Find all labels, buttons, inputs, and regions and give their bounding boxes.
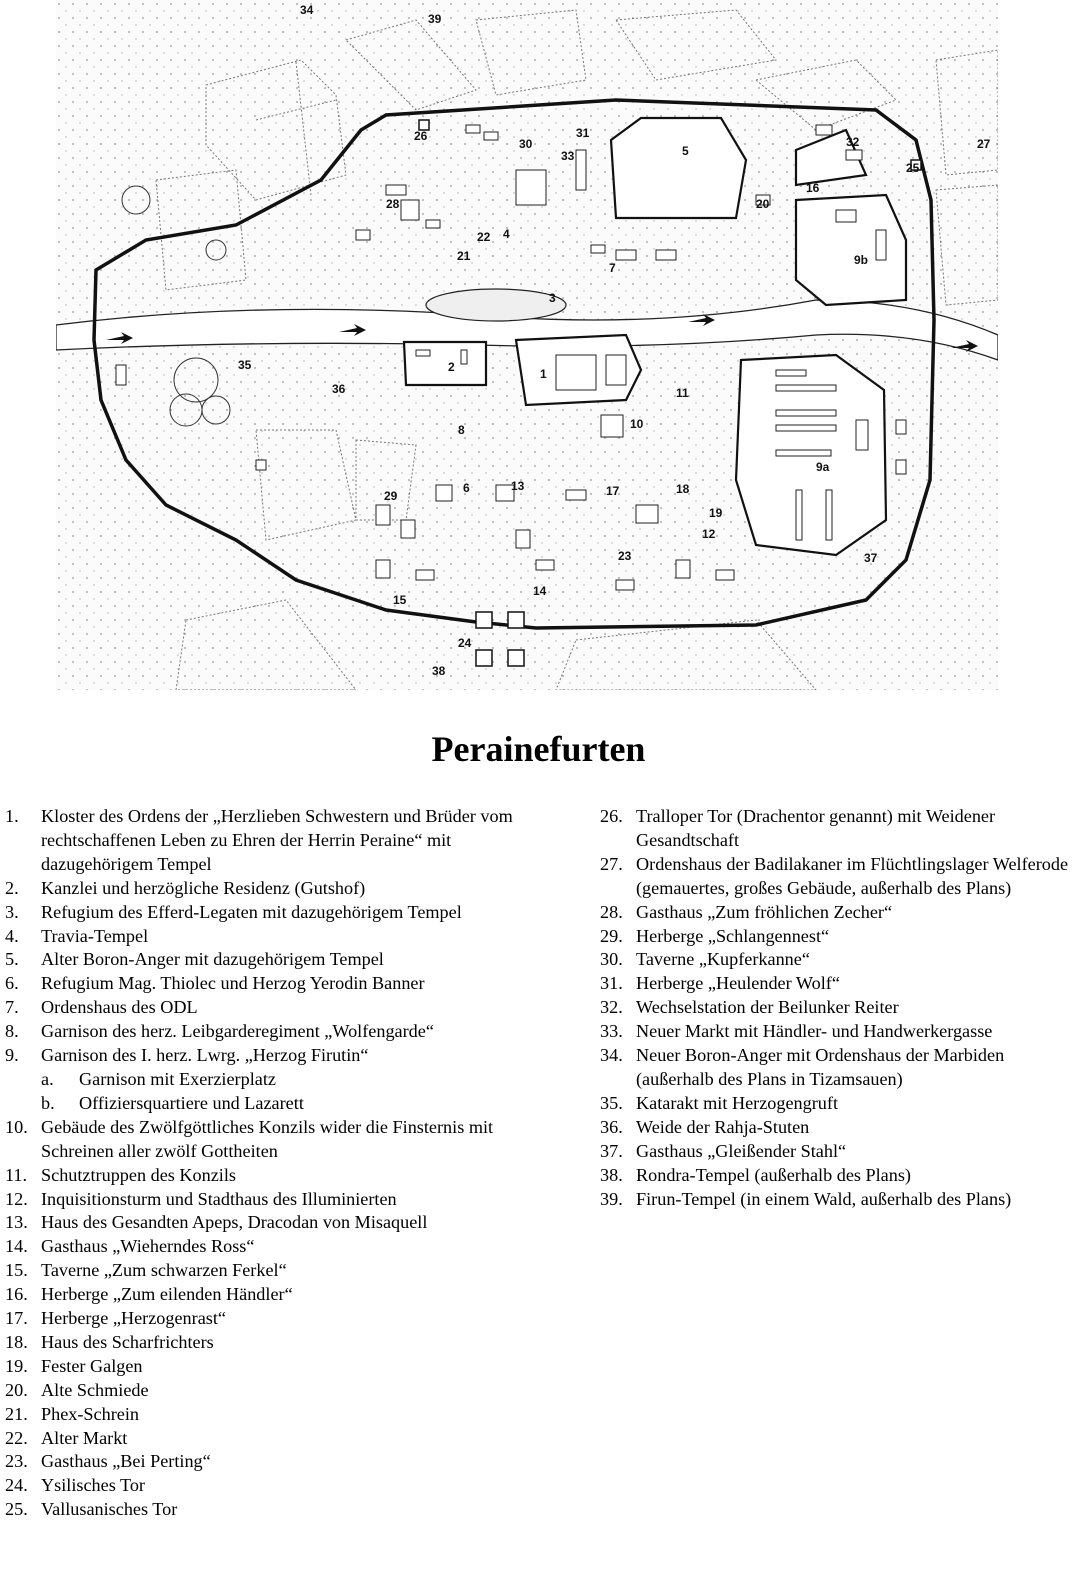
legend-number: 28. — [600, 901, 623, 922]
legend-sub-text: Offiziersquartiere und Lazarett — [79, 1092, 304, 1113]
legend-entry — [600, 948, 1077, 972]
map-marker-label: 12 — [702, 527, 716, 541]
legend-number: 8. — [5, 1021, 19, 1042]
legend-text: Garnison des I. herz. Lwrg. „Herzog Firutin“ — [41, 1045, 369, 1066]
map-marker-label: 4 — [503, 227, 510, 241]
legend-number: 21. — [5, 1403, 28, 1424]
legend-number: 33. — [600, 1021, 623, 1042]
legend-entry — [600, 972, 1077, 996]
legend-entry — [5, 1116, 550, 1164]
legend-text: Tralloper Tor (Drachentor genannt) mit Weidener Gesandtschaft — [636, 806, 996, 850]
legend-number: 25. — [5, 1499, 28, 1520]
legend-text: Phex-Schrein — [41, 1403, 139, 1424]
legend-text: Gasthaus „Zum fröhlichen Zecher“ — [636, 901, 893, 922]
map-marker-label: 36 — [332, 382, 346, 396]
legend-number: 35. — [600, 1092, 623, 1113]
legend-entry — [5, 1307, 550, 1331]
legend-subentry — [5, 1068, 550, 1092]
legend-text: Alte Schmiede — [41, 1379, 149, 1400]
legend-text: Gasthaus „Bei Perting“ — [41, 1451, 211, 1472]
legend-number: 10. — [5, 1116, 28, 1137]
map-marker-label: 34 — [300, 3, 314, 17]
legend-text: Rondra-Tempel (außerhalb des Plans) — [636, 1164, 911, 1185]
legend-entry — [600, 1020, 1077, 1044]
legend-text: Fester Galgen — [41, 1355, 143, 1376]
map-marker-label: 9a — [816, 460, 830, 474]
legend-entry — [600, 1164, 1077, 1188]
legend-entry — [600, 925, 1077, 949]
legend-number: 2. — [5, 877, 19, 898]
legend-number: 11. — [5, 1164, 28, 1185]
map-marker-label: 22 — [477, 230, 491, 244]
legend-sub-letter: b. — [41, 1092, 55, 1113]
legend-entry — [5, 901, 550, 925]
legend-entry — [600, 1044, 1077, 1092]
legend-text: Haus des Scharfrichters — [41, 1331, 214, 1352]
legend-number: 18. — [5, 1331, 28, 1352]
legend-entry — [5, 1259, 550, 1283]
map-marker-label: 9b — [854, 253, 869, 267]
legend-number: 6. — [5, 973, 19, 994]
legend-text: Garnison des herz. Leibgarderegiment „Wolfengarde“ — [41, 1021, 434, 1042]
legend-entry — [5, 805, 550, 877]
map-marker-label: 32 — [846, 135, 860, 149]
map-marker-label: 1 — [540, 367, 547, 381]
legend-sub-text: Garnison mit Exerzierplatz — [79, 1068, 276, 1089]
town-map — [56, 0, 998, 690]
map-marker-label: 23 — [618, 549, 632, 563]
legend-entry — [5, 1427, 550, 1451]
legend-text: Refugium des Efferd-Legaten mit dazugehörigem Tempel — [41, 901, 462, 922]
legend-text: Wechselstation der Beilunker Reiter — [636, 997, 899, 1018]
map-marker-label: 35 — [238, 358, 252, 372]
legend-entry — [5, 1020, 550, 1044]
legend-text: Ordenshaus des ODL — [41, 997, 198, 1018]
legend-number: 13. — [5, 1212, 28, 1233]
legend-number: 22. — [5, 1427, 28, 1448]
legend-number: 37. — [600, 1140, 623, 1161]
legend-number: 39. — [600, 1188, 623, 1209]
legend-text: Herberge „Zum eilenden Händler“ — [41, 1284, 293, 1305]
map-marker-label: 38 — [432, 664, 446, 678]
legend-entry — [5, 1188, 550, 1212]
legend-number: 1. — [5, 806, 19, 826]
map-marker-label: 21 — [457, 249, 471, 263]
legend-text: Katarakt mit Herzogengruft — [636, 1092, 838, 1113]
legend-entry — [5, 1164, 550, 1188]
legend-text: Inquisitionsturm und Stadthaus des Illuminierten — [41, 1188, 397, 1209]
legend-number: 9. — [5, 1045, 19, 1066]
legend-number: 32. — [600, 997, 623, 1018]
legend-entry — [600, 853, 1077, 901]
legend-entry — [5, 877, 550, 901]
legend-text: Ordenshaus der Badilakaner im Flüchtlingslager Welferode (gemauertes, großes Gebäude, außerhalb des Plans) — [636, 853, 1069, 898]
legend-entry — [600, 1116, 1077, 1140]
legend-number: 12. — [5, 1188, 28, 1209]
legend-entry — [5, 972, 550, 996]
legend-text: Herberge „Herzogenrast“ — [41, 1308, 226, 1329]
legend-text: Gasthaus „Gleißender Stahl“ — [636, 1140, 847, 1161]
legend-number: 5. — [5, 949, 19, 970]
legend-number: 24. — [5, 1475, 28, 1496]
legend-text: Firun-Tempel (in einem Wald, außerhalb des Plans) — [636, 1188, 1012, 1209]
legend-text: Haus des Gesandten Apeps, Dracodan von Misaquell — [41, 1212, 428, 1233]
map-marker-label: 2 — [448, 360, 455, 374]
legend-entry — [600, 1140, 1077, 1164]
legend-text: Travia-Tempel — [41, 925, 149, 946]
legend-entry — [5, 948, 550, 972]
map-marker-label: 5 — [682, 144, 689, 158]
legend-entry — [600, 805, 1077, 853]
legend-text: Alter Markt — [41, 1427, 128, 1448]
legend-number: 19. — [5, 1355, 28, 1376]
map-marker-label: 28 — [386, 197, 400, 211]
map-marker-label: 24 — [458, 636, 472, 650]
town-map-drawing — [56, 0, 998, 690]
legend-text: Weide der Rahja-Stuten — [636, 1116, 810, 1137]
legend-column-right — [600, 805, 1077, 1211]
legend-entry — [5, 1450, 550, 1474]
map-marker-label: 3 — [549, 291, 556, 305]
legend-text: Ysilisches Tor — [41, 1475, 145, 1496]
map-marker-label: 16 — [806, 181, 820, 195]
legend-entry — [5, 1498, 550, 1522]
legend-text: Herberge „Heulender Wolf“ — [636, 973, 840, 994]
map-marker-label: 29 — [384, 489, 398, 503]
legend-number: 15. — [5, 1260, 28, 1281]
legend-number: 38. — [600, 1164, 623, 1185]
map-marker-label: 14 — [533, 584, 547, 598]
map-marker-label: 7 — [609, 261, 616, 275]
legend-entry — [5, 1379, 550, 1403]
legend-entry — [5, 1474, 550, 1498]
legend-entry — [5, 1044, 550, 1068]
map-marker-label: 8 — [458, 423, 465, 437]
map-marker-label: 37 — [864, 551, 878, 565]
legend-entry — [5, 1211, 550, 1235]
legend-number: 26. — [600, 806, 623, 826]
legend-entry — [5, 1403, 550, 1427]
legend-text: Vallusanisches Tor — [41, 1499, 178, 1520]
legend-number: 34. — [600, 1045, 623, 1066]
map-marker-label: 27 — [977, 137, 991, 151]
legend-number: 4. — [5, 925, 19, 946]
map-marker-label: 15 — [393, 593, 407, 607]
legend-entry — [5, 1355, 550, 1379]
legend-number: 23. — [5, 1451, 28, 1472]
map-marker-label: 13 — [511, 479, 525, 493]
island — [426, 289, 566, 321]
legend-entry — [5, 1283, 550, 1307]
legend-text: Neuer Boron-Anger mit Ordenshaus der Marbiden (außerhalb des Plans in Tizamsauen) — [636, 1045, 1005, 1089]
legend-entry — [5, 1331, 550, 1355]
legend-subentry — [5, 1092, 550, 1116]
legend-number: 31. — [600, 973, 623, 994]
map-marker-label: 17 — [606, 484, 620, 498]
legend-entry — [600, 1188, 1077, 1212]
legend-column-left — [5, 805, 550, 1522]
map-marker-label: 6 — [463, 481, 470, 495]
legend-number: 14. — [5, 1236, 28, 1257]
legend-text: Gasthaus „Wieherndes Ross“ — [41, 1236, 255, 1257]
legend-number: 20. — [5, 1379, 28, 1400]
legend-number: 16. — [5, 1284, 28, 1305]
map-marker-label: 33 — [561, 149, 575, 163]
legend-number: 29. — [600, 925, 623, 946]
legend-text: Refugium Mag. Thiolec und Herzog Yerodin Banner — [41, 973, 425, 994]
legend-number: 3. — [5, 901, 19, 922]
legend-number: 17. — [5, 1308, 28, 1329]
map-marker-label: 26 — [414, 129, 428, 143]
legend-entry — [5, 1235, 550, 1259]
legend-entry — [600, 1092, 1077, 1116]
legend-text: Neuer Markt mit Händler- und Handwerkergasse — [636, 1021, 993, 1042]
legend-number: 27. — [600, 853, 623, 874]
legend-text: Herberge „Schlangennest“ — [636, 925, 830, 946]
map-marker-label: 18 — [676, 482, 690, 496]
map-marker-label: 11 — [676, 386, 689, 400]
legend-entry — [600, 996, 1077, 1020]
page-title: Perainefurten — [431, 729, 646, 769]
legend-entry — [600, 901, 1077, 925]
map-marker-label: 30 — [519, 137, 533, 151]
legend-text: Gebäude des Zwölfgöttliches Konzils wider die Finsternis mit Schreinen aller zwölf Gottheiten — [41, 1116, 494, 1161]
legend-sub-letter: a. — [41, 1068, 54, 1089]
map-marker-label: 10 — [630, 417, 644, 431]
map-marker-label: 39 — [428, 12, 442, 26]
map-marker-label: 25 — [906, 161, 920, 175]
legend-text: Taverne „Zum schwarzen Ferkel“ — [41, 1260, 287, 1281]
map-marker-label: 31 — [576, 126, 590, 140]
legend-number: 7. — [5, 997, 19, 1018]
legend-text: Kloster des Ordens der „Herzlieben Schwestern und Brüder vom rechtschaffenen Leben zu Ehren der Herrin Peraine“ mit dazugehörigem Tempel — [41, 806, 513, 874]
legend-entry — [5, 996, 550, 1020]
map-marker-label: 20 — [756, 197, 770, 211]
legend-number: 36. — [600, 1116, 623, 1137]
map-marker-label: 19 — [709, 506, 723, 520]
legend-text: Schutztruppen des Konzils — [41, 1164, 236, 1185]
legend-number: 30. — [600, 949, 623, 970]
legend-text: Taverne „Kupferkanne“ — [636, 949, 810, 970]
legend-text: Kanzlei und herzögliche Residenz (Gutshof) — [41, 877, 366, 898]
legend-text: Alter Boron-Anger mit dazugehörigem Tempel — [41, 949, 384, 970]
legend-entry — [5, 925, 550, 949]
